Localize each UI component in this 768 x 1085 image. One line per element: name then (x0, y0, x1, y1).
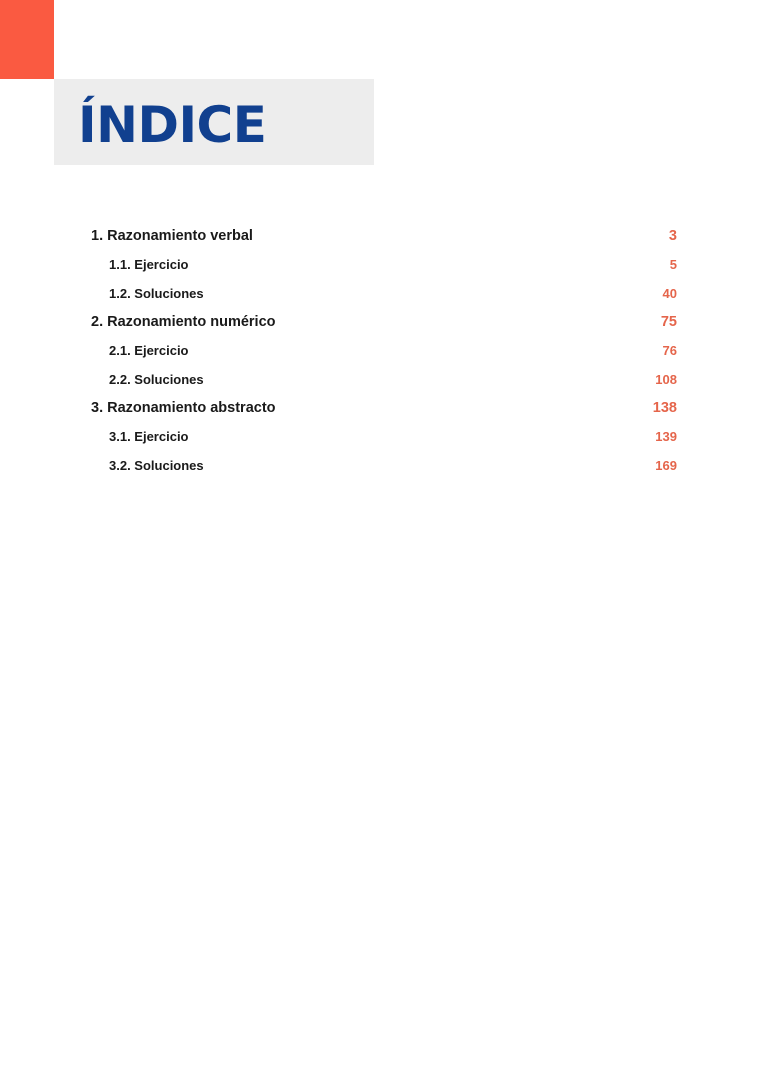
toc-entry-label: 1.2. Soluciones (109, 285, 204, 301)
toc-entry-verbal-ejercicio[interactable] (91, 251, 677, 280)
page-title: ÍNDICE (78, 96, 267, 154)
toc-entry-label: 2.2. Soluciones (109, 371, 204, 387)
toc-entry-page: 108 (655, 371, 677, 387)
corner-accent-block (0, 0, 54, 79)
toc-entry-page: 76 (662, 343, 677, 359)
toc-entry-page: 40 (662, 285, 677, 301)
toc-entry-razonamiento-abstracto[interactable] (91, 394, 677, 423)
toc-entry-page: 139 (655, 428, 677, 444)
toc-entry-page: 75 (660, 314, 677, 331)
toc-entry-razonamiento-numerico[interactable] (91, 308, 677, 337)
table-of-contents (91, 222, 677, 479)
toc-entry-label: 2. Razonamiento numérico (91, 314, 276, 331)
toc-entry-abstracto-soluciones[interactable] (91, 451, 677, 480)
toc-entry-label: 1.1. Ejercicio (109, 257, 189, 273)
toc-entry-label: 2.1. Ejercicio (109, 343, 189, 359)
toc-entry-label: 3.2. Soluciones (109, 457, 204, 473)
toc-entry-page: 138 (652, 399, 677, 416)
title-banner (54, 79, 374, 165)
toc-entry-label: 1. Razonamiento verbal (91, 228, 253, 245)
toc-entry-numerico-soluciones[interactable] (91, 365, 677, 394)
toc-entry-verbal-soluciones[interactable] (91, 279, 677, 308)
toc-entry-razonamiento-verbal[interactable] (91, 222, 677, 251)
toc-entry-page: 169 (655, 457, 677, 473)
toc-entry-label: 3. Razonamiento abstracto (91, 399, 276, 416)
toc-entry-page: 5 (669, 257, 677, 273)
toc-entry-label: 3.1. Ejercicio (109, 428, 189, 444)
toc-entry-numerico-ejercicio[interactable] (91, 336, 677, 365)
toc-entry-abstracto-ejercicio[interactable] (91, 422, 677, 451)
toc-entry-page: 3 (668, 228, 677, 245)
